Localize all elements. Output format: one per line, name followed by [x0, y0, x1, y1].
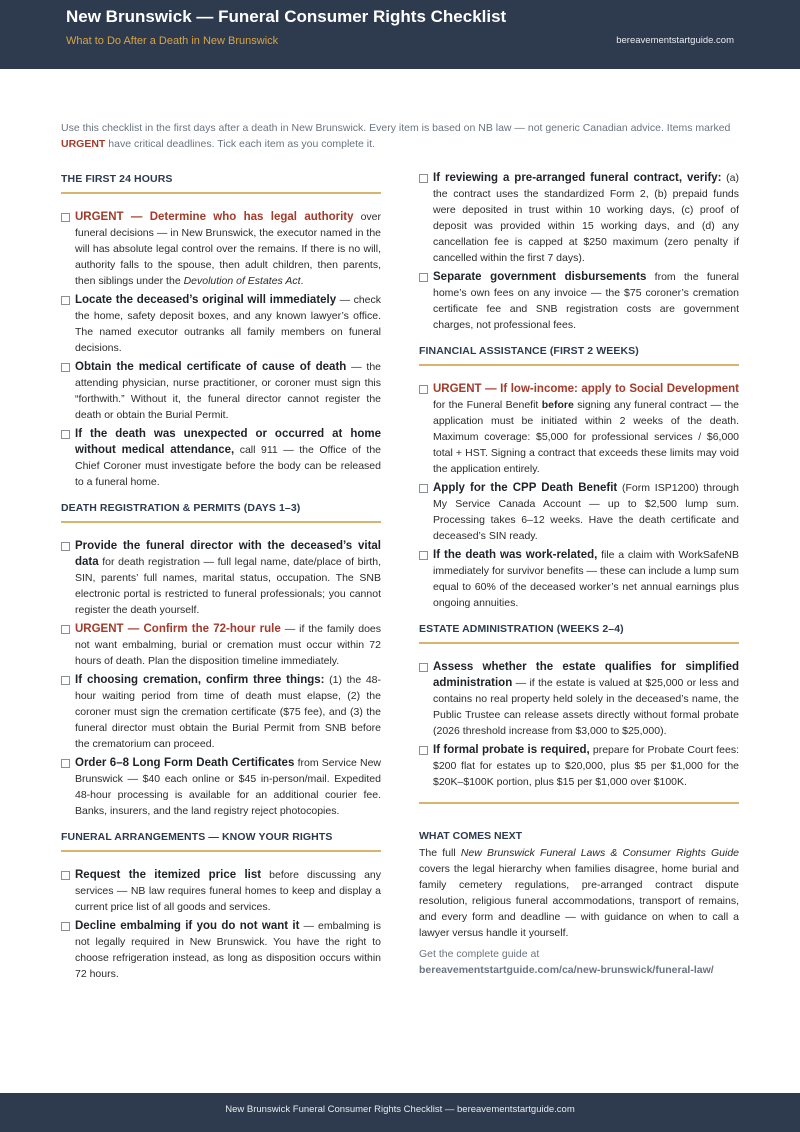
divider	[419, 802, 739, 804]
item-lead: Locate the deceased’s original will immediately	[75, 294, 337, 306]
checklist-item	[61, 672, 381, 752]
checkbox[interactable]	[419, 746, 428, 755]
checklist-item	[419, 480, 739, 544]
checkbox[interactable]	[61, 296, 70, 305]
item-bold: before	[541, 399, 574, 411]
page-header	[0, 0, 800, 69]
section-title-funeral-arrangements: FUNERAL ARRANGEMENTS — KNOW YOUR RIGHTS	[61, 828, 381, 852]
section-title-death-registration: DEATH REGISTRATION & PERMITS (DAYS 1–3)	[61, 499, 381, 523]
guide-link-label: Get the complete guide at	[419, 948, 540, 960]
section-title-estate-administration: ESTATE ADMINISTRATION (WEEKS 2–4)	[419, 620, 739, 644]
checklist-item	[61, 918, 381, 982]
checkbox[interactable]	[419, 174, 428, 183]
checklist-item	[419, 170, 739, 266]
checkbox[interactable]	[61, 625, 70, 634]
item-text: — check the home, safety deposit boxes, and any known lawyer’s office. The named executor outranks all family members on funeral decisions.	[75, 294, 381, 354]
checkbox[interactable]	[61, 542, 70, 551]
item-text: prepare for Probate Court fees: $200 flat for estates up to $20,000, plus $5 per $1,000 for the $20K–$100K portion, plus $15 per $1,000 over $100K.	[433, 744, 739, 788]
checklist-item	[419, 547, 739, 611]
item-lead: If the death was work-related,	[433, 549, 598, 561]
item-text: from Service New Brunswick — $40 each online or $45 in-person/mail. Expedited 48-hour processing is available for an additional courier fee. Banks, insurers, and the land registry reject photocopies.	[75, 757, 381, 817]
left-column	[61, 170, 381, 985]
guide-title: New Brunswick Funeral Laws & Consumer Rights Guide	[460, 847, 739, 859]
item-text: file a claim with WorkSafeNB immediately for survivor benefits — these can include a lump sum equal to 60% of the deceased worker’s net annual earnings plus ongoing annuities.	[433, 549, 740, 609]
checkbox[interactable]	[419, 484, 428, 493]
header-site-link[interactable]: bereavementstartguide.com	[616, 35, 734, 46]
intro-urgent-word: URGENT	[61, 138, 106, 150]
checkbox[interactable]	[61, 363, 70, 372]
checklist-item	[61, 359, 381, 423]
item-lead: If formal probate is required,	[433, 744, 590, 756]
checkbox[interactable]	[61, 871, 70, 880]
checkbox[interactable]	[419, 551, 428, 560]
next-body-before: The full	[419, 847, 461, 859]
item-text: (Form ISP1200) through My Service Canada Account — up to $2,500 lump sum. Processing takes 6–12 weeks. Have the death certificate and deceased’s SIN ready.	[433, 482, 739, 542]
item-lead: If the death was unexpected or occurred at home without medical attendance,	[75, 428, 381, 456]
checkbox[interactable]	[61, 213, 70, 222]
item-lead: Decline embalming if you do not want it	[75, 920, 300, 932]
next-section-body	[419, 845, 739, 941]
checklist-item	[61, 621, 381, 669]
item-lead: URGENT — Confirm the 72-hour rule	[75, 623, 281, 635]
checklist-item	[61, 292, 381, 356]
checkbox[interactable]	[419, 663, 428, 672]
checklist-item	[419, 742, 739, 790]
section-title-first-24-hours: THE FIRST 24 HOURS	[61, 170, 381, 194]
item-text: for the Funeral Benefit	[433, 399, 542, 411]
item-text: — if the estate is valued at $25,000 or less and contains no real property held solely in the deceased’s name, the Public Trustee can release assets directly without formal probate (2026 threshold increase from $3,000 to $25,000).	[433, 677, 739, 737]
item-italic: Devolution of Estates Act	[183, 275, 301, 287]
item-tail: signing any funeral contract — the application must be initiated within 2 weeks of the death. Maximum coverage: $5,000 for professional services / $6,000 total + HST. Signing a contract that exceeds these limits may void the application entirely.	[433, 399, 739, 475]
item-lead: Separate government disbursements	[433, 271, 647, 283]
item-lead: Request the itemized price list	[75, 869, 262, 881]
intro-text-before: Use this checklist in the first days after a death in New Brunswick. Every item is based on NB law — not generic Canadian advice. Items marked	[61, 122, 731, 134]
item-tail: .	[300, 275, 304, 287]
checklist-item	[419, 659, 739, 739]
item-lead: Obtain the medical certificate of cause of death	[75, 361, 347, 373]
item-text: over funeral decisions — in New Brunswick, the executor named in the will has absolute legal control over the remains. If there is no will, authority falls to the spouse, then adult children, then parents, then siblings under the	[75, 211, 381, 287]
right-column	[419, 170, 739, 978]
page-title: New Brunswick — Funeral Consumer Rights Checklist	[66, 7, 507, 26]
item-text: (1) the 48-hour waiting period from time of death must elapse, (2) the coroner must sign the cremation certificate ($75 fee), and (3) the funeral director must obtain the Burial Permit from SNB before the crematorium can proceed.	[75, 674, 381, 750]
checklist-item	[61, 538, 381, 618]
item-text: call 911 — the Office of the Chief Coroner must investigate before the body can be released to a funeral home.	[75, 444, 381, 488]
item-text: (a) the contract uses the standardized Form 2, (b) prepaid funds were deposited in trust within 10 working days, (c) proof of deposit was provided within 15 working days, and (d) any cancellation fee is capped at $250 maximum (zero penalty if cancelled within the first 7 days).	[433, 172, 739, 264]
item-lead: If choosing cremation, confirm three things:	[75, 674, 325, 686]
intro-paragraph	[61, 120, 741, 152]
checklist-item	[61, 867, 381, 915]
guide-link[interactable]: bereavementstartguide.com/ca/new-brunswick/funeral-law/	[419, 964, 714, 976]
next-body-after: covers the legal hierarchy when families disagree, home burial and family cemetery regulations, pre-arranged contract dispute resolution, religious funeral accommodations, transport of remains, and every form and deadline — with guidance on when to call a lawyer versus handle it yourself.	[419, 863, 739, 939]
item-lead: URGENT — If low-income: apply to Social Development	[433, 383, 739, 395]
item-lead: Assess whether the estate qualifies for simplified administration	[433, 661, 739, 689]
checklist-item	[61, 755, 381, 819]
item-lead: Apply for the CPP Death Benefit	[433, 482, 618, 494]
next-section-title: WHAT COMES NEXT	[419, 830, 523, 842]
item-text: — if the family does not want embalming, burial or cremation must occur within 72 hours of death. Plan the disposition timeline immediately.	[75, 623, 381, 667]
intro-text-after: have critical deadlines. Tick each item as you complete it.	[105, 138, 375, 150]
page-subtitle: What to Do After a Death in New Brunswick	[66, 35, 279, 47]
checklist-item	[61, 426, 381, 490]
item-text: from the funeral home’s own fees on any invoice — the $75 coroner’s cremation certificate fee and SNB registration costs are government charges, not professional fees.	[433, 271, 739, 331]
item-lead: If reviewing a pre-arranged funeral contract, verify:	[433, 172, 722, 184]
item-text: — embalming is not legally required in New Brunswick. You have the right to choose refrigeration instead, as long as disposition occurs within 72 hours.	[75, 920, 381, 980]
item-text: for death registration — full legal name, date/place of birth, SIN, parents’ full names, marital status, occupation. The SNB electronic portal is restricted to funeral professionals; you cannot register the death yourself.	[75, 556, 381, 616]
checkbox[interactable]	[61, 430, 70, 439]
checkbox[interactable]	[61, 676, 70, 685]
item-lead: Order 6–8 Long Form Death Certificates	[75, 757, 295, 769]
page-footer: New Brunswick Funeral Consumer Rights Checklist — bereavementstartguide.com	[0, 1093, 800, 1132]
checklist-item	[419, 381, 739, 477]
item-text: before discussing any services — NB law requires funeral homes to keep and display a current price list of all goods and services.	[75, 869, 381, 913]
checkbox[interactable]	[61, 922, 70, 931]
checklist-item	[419, 269, 739, 333]
item-text: — the attending physician, nurse practitioner, or coroner must sign this “forthwith.” Without it, the funeral director cannot register the death or obtain the Burial Permit.	[75, 361, 381, 421]
checkbox[interactable]	[419, 385, 428, 394]
checklist-item	[61, 209, 381, 289]
checkbox[interactable]	[61, 759, 70, 768]
item-lead: Provide the funeral director with the deceased’s vital data	[75, 540, 381, 568]
section-title-financial-assistance: FINANCIAL ASSISTANCE (FIRST 2 WEEKS)	[419, 342, 739, 366]
checkbox[interactable]	[419, 273, 428, 282]
item-lead: URGENT — Determine who has legal authority	[75, 211, 354, 223]
